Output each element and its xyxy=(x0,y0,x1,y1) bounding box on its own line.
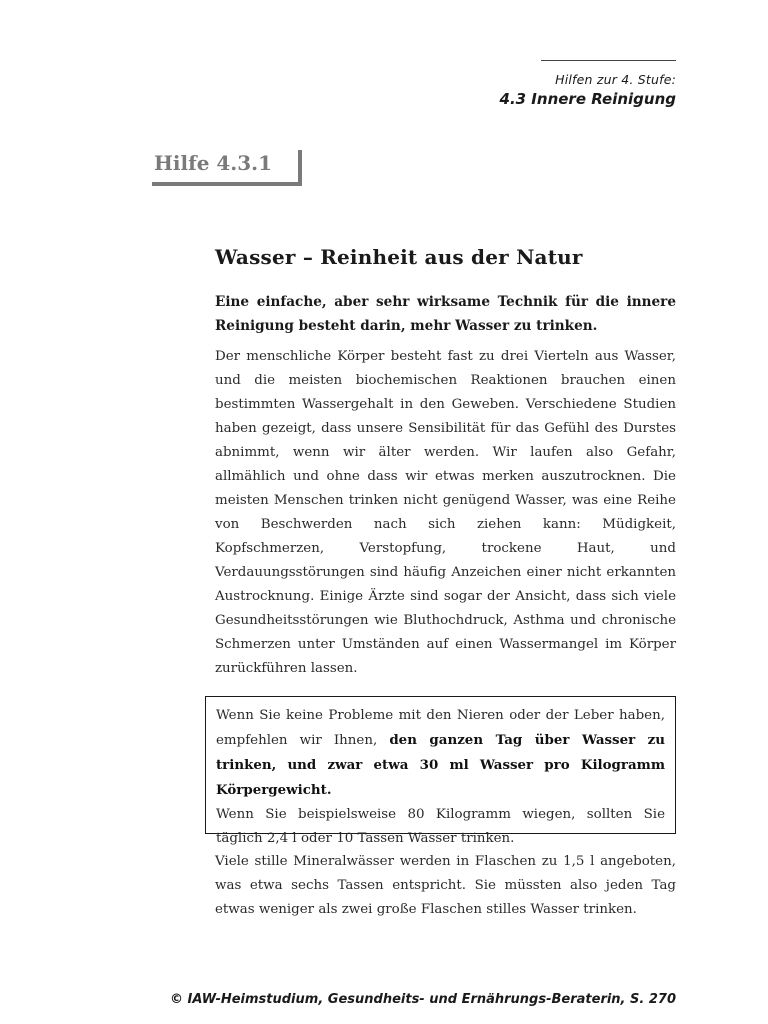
note-emphasis: den ganzen Tag über Wasser zu trinken, und zwar etwa 30 ml Wasser pro Kilogramm Körpergewicht. xyxy=(216,732,666,798)
header-rule xyxy=(541,60,676,61)
hilfe-label: Hilfe 4.3.1 xyxy=(154,151,273,175)
note-intro: Wenn Sie keine Probleme mit den Nieren oder der Leber haben, empfehlen wir Ihnen, xyxy=(216,708,665,748)
note-text xyxy=(216,704,665,851)
hilfe-label-box xyxy=(152,150,302,186)
lead-paragraph: Eine einfache, aber sehr wirksame Technik für die innere Reinigung besteht darin, mehr Wasser zu trinken. xyxy=(215,294,676,334)
note-box xyxy=(205,696,676,846)
closing-paragraph: Viele stille Mineralwässer werden in Flaschen zu 1,5 l angeboten, was etwa sechs Tassen entspricht. Sie müssten also jeden Tag etwas weniger als zwei große Flaschen stilles Wasser trinken. xyxy=(215,854,676,917)
page-footer: © IAW-Heimstudium, Gesundheits- und Ernährungs-Beraterin, S. 270 xyxy=(169,992,676,1007)
header-subtitle: Hilfen zur 4. Stufe: xyxy=(555,72,676,87)
body-paragraph: Der menschliche Körper besteht fast zu drei Vierteln aus Wasser, und die meisten biochemischen Reaktionen brauchen einen bestimmten Wassergehalt in den Geweben. Verschiedene Studien haben gezeigt, dass unsere Sensibilität für das Gefühl des Durstes abnimmt, wenn wir älter werden. Wir laufen also Gefahr, allmählich und ohne dass wir etwas merken auszutrocknen. Die meisten Menschen trinken nicht genügend Wasser, was eine Reihe von Beschwerden nach sich ziehen kann: Müdigkeit, Kopfschmerzen, Verstopfung, trockene Haut, und Verdauungsstörungen sind häufig Anzeichen einer nicht erkannten Austrocknung. Einige Ärzte sind sogar der Ansicht, dass sich viele Gesundheitsstörungen wie Bluthochdruck, Asthma und chronische Schmerzen unter Umständen auf einen Wassermangel im Körper zurückführen lassen. xyxy=(215,349,676,676)
note-example: Wenn Sie beispielsweise 80 Kilogramm wiegen, sollten Sie täglich 2,4 l oder 10 Tassen Wasser trinken. xyxy=(216,807,665,846)
page-title: Wasser – Reinheit aus der Natur xyxy=(215,245,583,269)
header-section-title: 4.3 Innere Reinigung xyxy=(499,90,676,108)
